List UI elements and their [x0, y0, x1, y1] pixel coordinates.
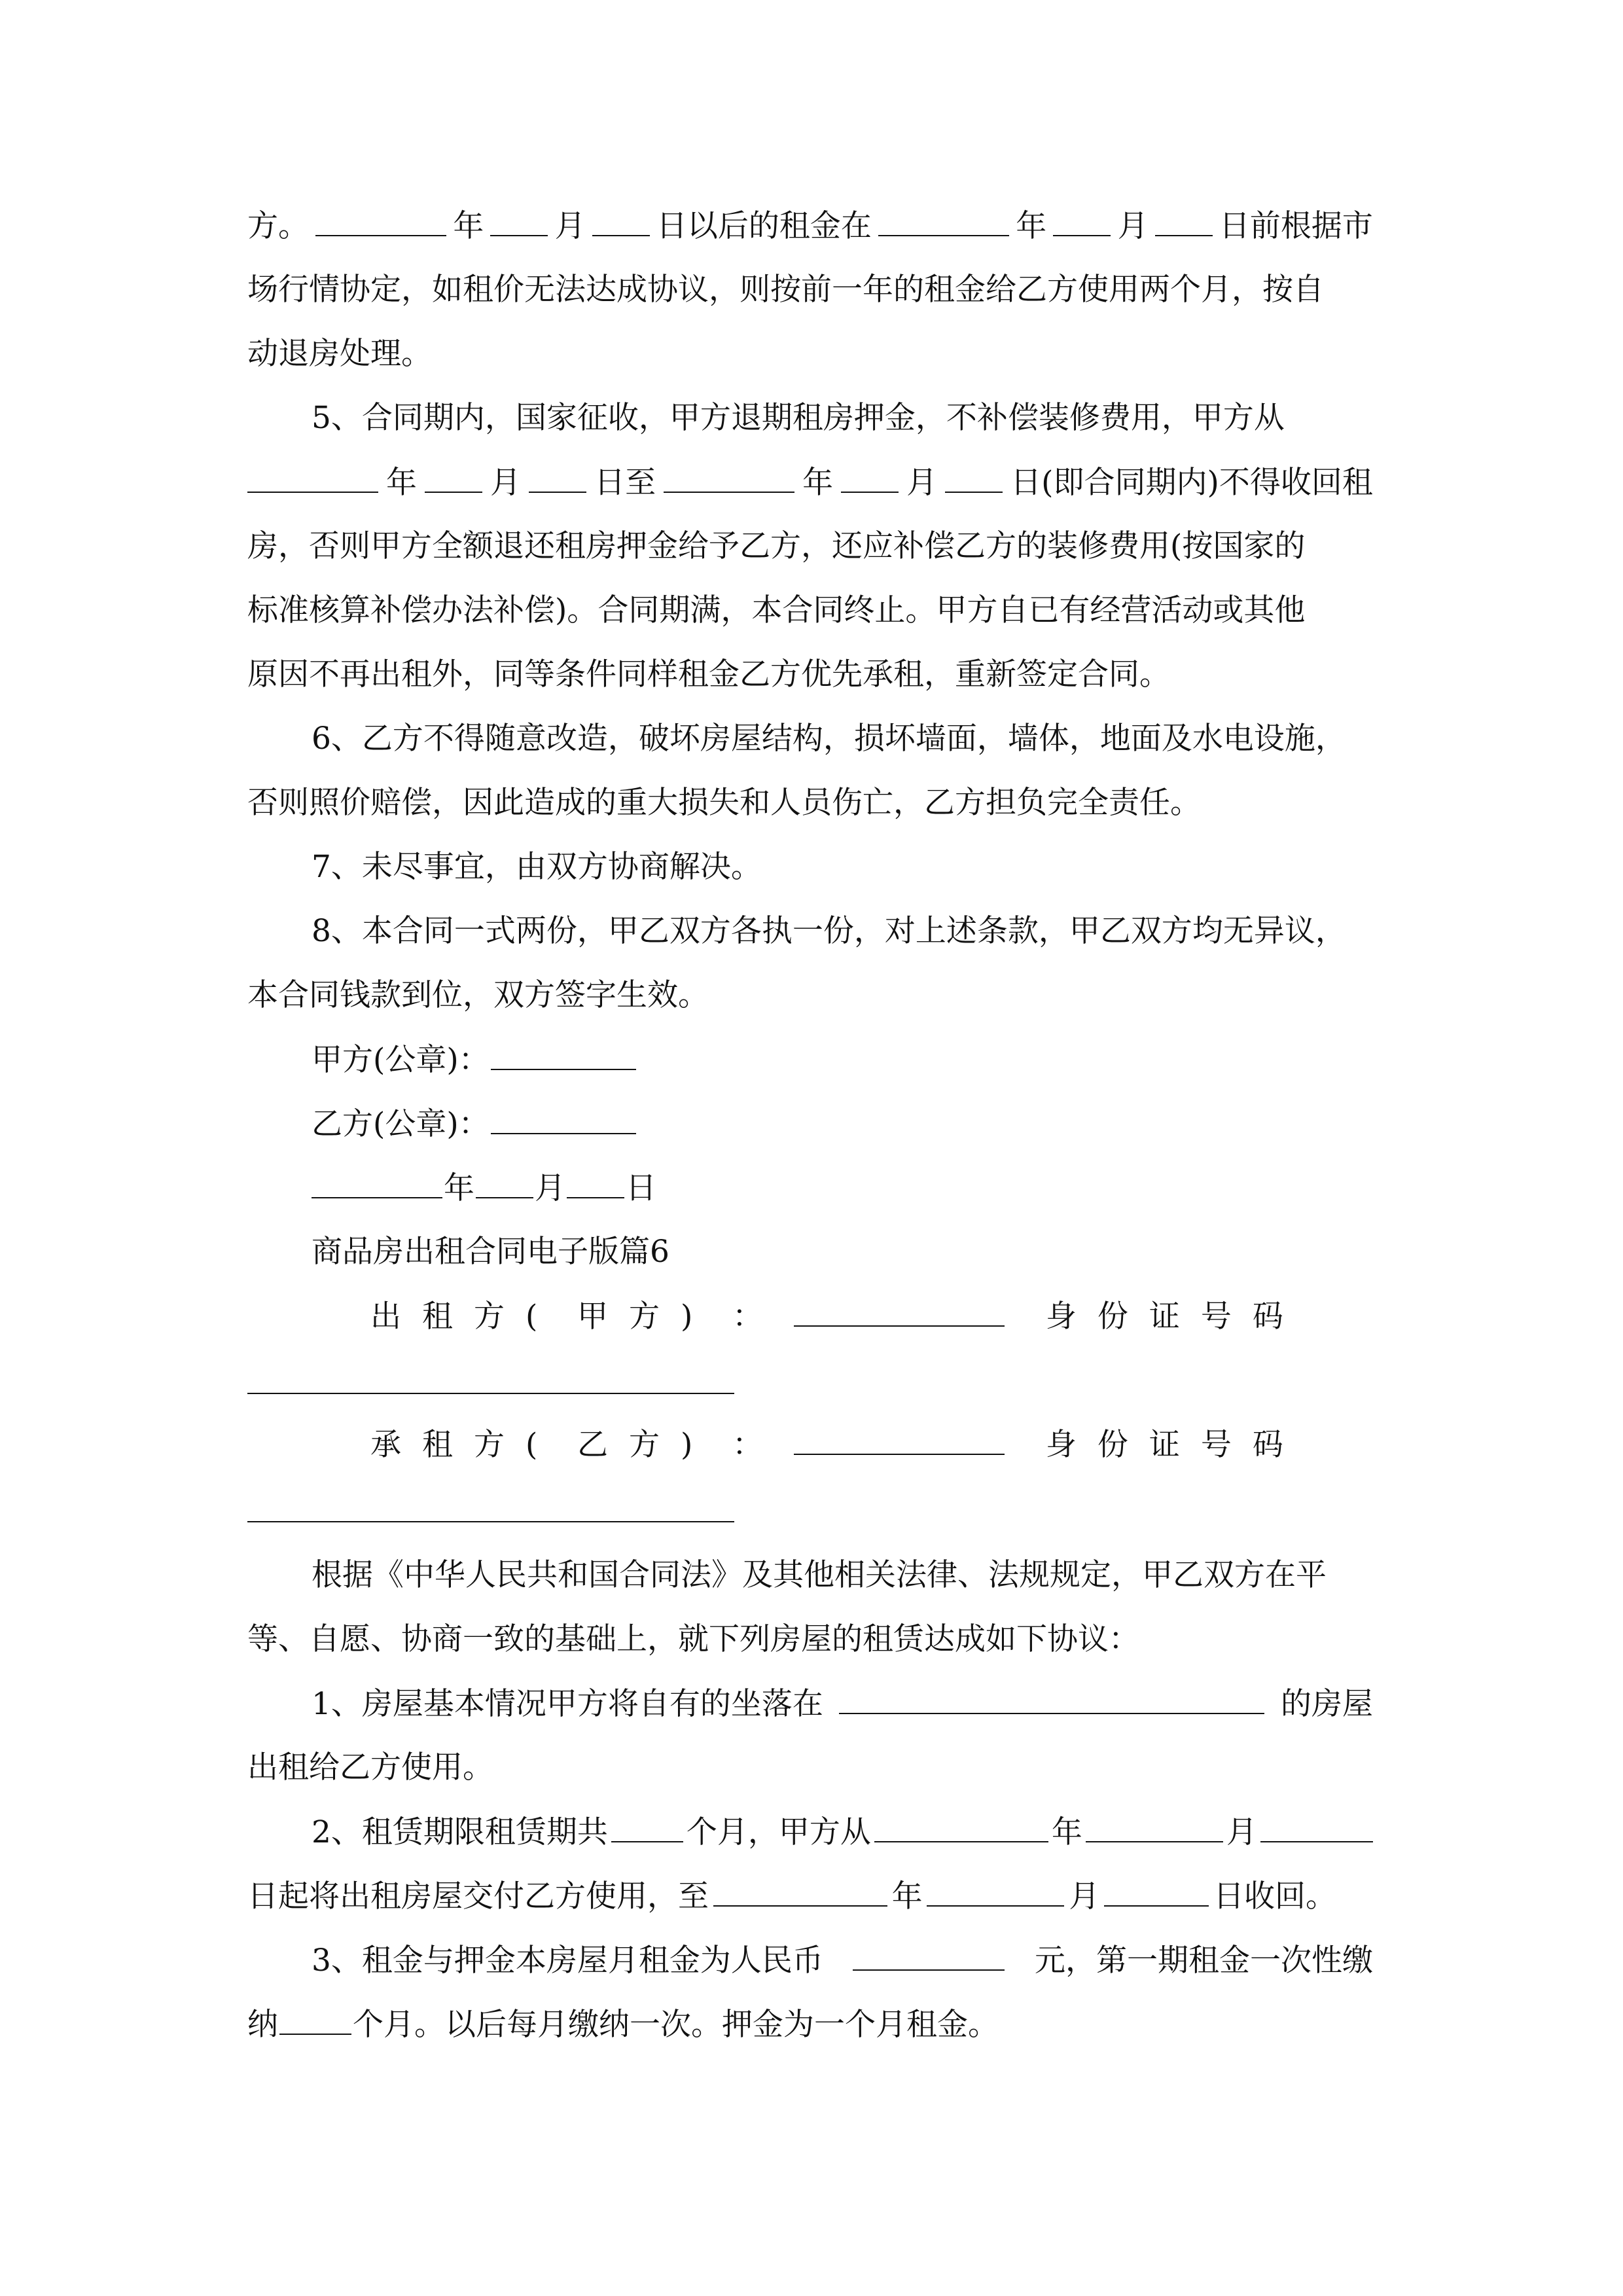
sign-date: 年 月 日	[312, 1165, 1437, 1211]
party-b-signature-field[interactable]	[491, 1101, 636, 1134]
blank-year[interactable]	[664, 459, 794, 493]
lessor-name-field[interactable]	[794, 1293, 1005, 1327]
clause8-line2: 本合同钱款到位，双方签字生效。	[247, 977, 709, 1013]
blank-day[interactable]	[1155, 203, 1213, 236]
party-a-seal: 甲方(公章)：	[312, 1037, 1437, 1083]
blank-month[interactable]	[425, 459, 482, 493]
blank-month[interactable]	[927, 1873, 1064, 1907]
lease-months-field[interactable]	[611, 1809, 683, 1842]
item3-line1: 3、租金与押金本房屋月租金为人民币 元，第一期租金一次性缴	[312, 1937, 1373, 1983]
property-location-field[interactable]	[839, 1681, 1264, 1714]
lessor-line: 出 租 方 ( 甲 方 ) ： 身 份 证 号 码	[370, 1293, 1373, 1339]
blank-year[interactable]	[247, 459, 378, 493]
lessee-id-field[interactable]	[247, 1521, 734, 1522]
clause6-line2: 否则照价赔偿，因此造成的重大损失和人员伤亡，乙方担负完全责任。	[247, 785, 1201, 821]
blank-month[interactable]	[841, 459, 899, 493]
blank-day[interactable]	[1260, 1809, 1373, 1842]
blank-day[interactable]	[529, 459, 586, 493]
blank-month[interactable]	[476, 1165, 533, 1198]
blank-year[interactable]	[315, 203, 446, 236]
blank-day[interactable]	[592, 203, 650, 236]
blank-month[interactable]	[1053, 203, 1111, 236]
item1-line1: 1、房屋基本情况甲方将自有的坐落在 的房屋	[312, 1681, 1373, 1727]
blank-year[interactable]	[874, 1809, 1048, 1842]
clause5-line5: 原因不再出租外，同等条件同样租金乙方优先承租，重新签定合同。	[247, 656, 1170, 692]
blank-day[interactable]	[1104, 1873, 1209, 1907]
clause7: 7、未尽事宜，由双方协商解决。	[312, 849, 762, 885]
lessor-id-field[interactable]	[247, 1393, 734, 1394]
party-b-seal: 乙方(公章)：	[312, 1101, 1437, 1147]
clause5-line3: 房，否则甲方全额退还租房押金给予乙方，还应补偿乙方的装修费用(按国家的	[247, 528, 1306, 564]
preamble-line2: 等、自愿、协商一致的基础上，就下列房屋的租赁达成如下协议：	[247, 1621, 1139, 1657]
preamble-line1: 根据《中华人民共和国合同法》及其他相关法律、法规规定，甲乙双方在平	[312, 1557, 1327, 1593]
blank-day[interactable]	[945, 459, 1003, 493]
blank-month[interactable]	[490, 203, 548, 236]
section-title: 商品房出租合同电子版篇6	[312, 1234, 669, 1270]
blank-year[interactable]	[878, 203, 1009, 236]
blank-year[interactable]	[312, 1165, 442, 1198]
clause4-line2: 场行情协定，如租价无法达成协议，则按前一年的租金给乙方使用两个月，按自	[247, 272, 1324, 308]
lessee-line: 承 租 方 ( 乙 方 ) ： 身 份 证 号 码	[370, 1422, 1373, 1467]
clause5-line4: 标准核算补偿办法补偿)。合同期满，本合同终止。甲方自已有经营活动或其他	[247, 592, 1306, 628]
clause5-line2: 年 月 日至 年 月 日(即合同期内)不得收回租	[247, 459, 1373, 505]
clause8-line1: 8、本合同一式两份，甲乙双方各执一份，对上述条款，甲乙双方均无异议，	[312, 913, 1346, 949]
clause4-line3: 动退房处理。	[247, 336, 432, 372]
item3-line2: 纳 个月。以后每月缴纳一次。押金为一个月租金。	[247, 2001, 1373, 2047]
party-a-signature-field[interactable]	[491, 1037, 636, 1070]
clause5-line1: 5、合同期内，国家征收，甲方退期租房押金，不补偿装修费用，甲方从	[312, 400, 1285, 436]
clause6-line1: 6、乙方不得随意改造，破坏房屋结构，损坏墙面，墙体，地面及水电设施，	[312, 721, 1346, 757]
blank-year[interactable]	[713, 1873, 887, 1907]
monthly-rent-field[interactable]	[853, 1937, 1005, 1971]
lessee-name-field[interactable]	[794, 1422, 1005, 1455]
clause4-line1: 方。 年 月 日以后的租金在 年 月 日前根据市	[247, 203, 1373, 249]
item2-line2: 日起将出租房屋交付乙方使用，至 年 月 日收回。	[247, 1873, 1336, 1919]
blank-day[interactable]	[567, 1165, 624, 1198]
item2-line1: 2、租赁期限租赁期共 个月，甲方从 年 月	[312, 1809, 1373, 1855]
item1-line2: 出租给乙方使用。	[247, 1749, 493, 1785]
first-payment-months-field[interactable]	[279, 2001, 351, 2035]
blank-month[interactable]	[1086, 1809, 1223, 1842]
